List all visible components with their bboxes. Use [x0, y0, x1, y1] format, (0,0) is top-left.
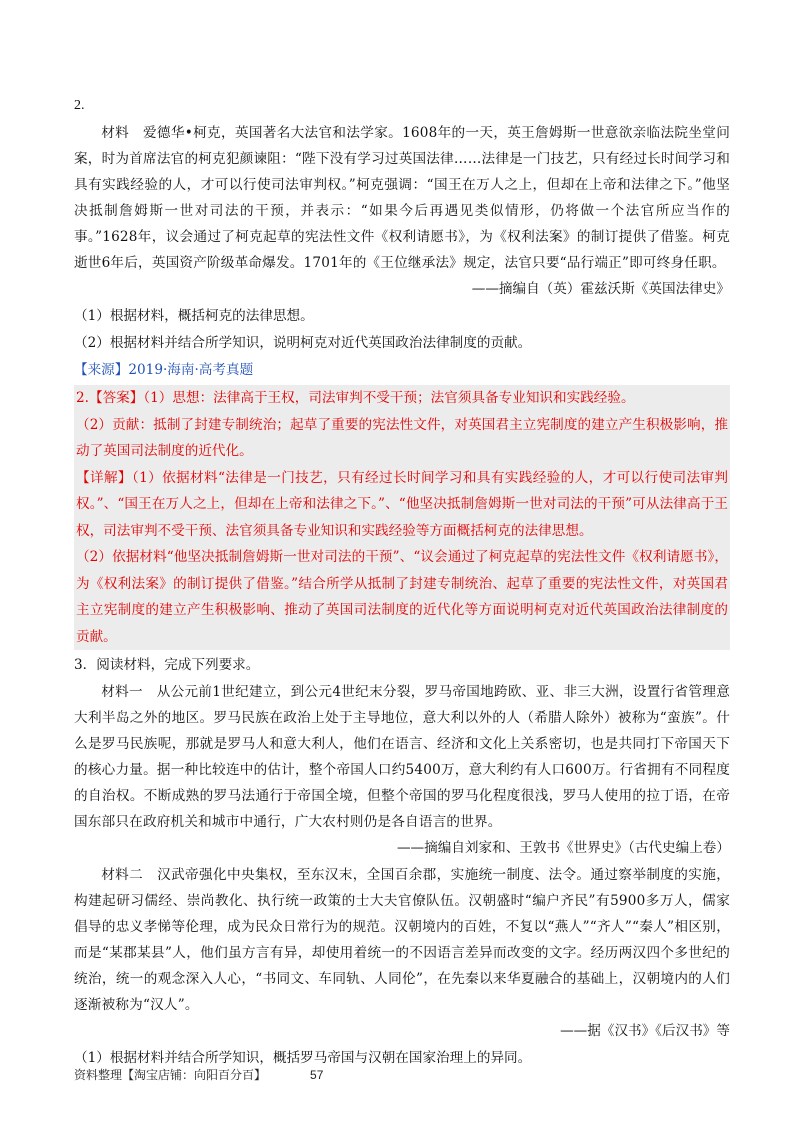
question-2-sub-1: （1）根据材料，概括柯克的法律思想。 — [74, 308, 314, 324]
explanation-line: 【详解】（1）依据材料“法律是一门技艺，只有经过长时间学习和具有实践经验的人，才可以行使司法审判权。”、“国王在万人之上，但却在上帝和法律之下。”、“他坚决抵制詹姆斯一世对司法的干预”可从法律高于王权，司法审判不受干预、法官须具备专业知识和实践经验等方面概括柯克的法律思想。 — [76, 469, 728, 539]
question-2-source-tag: 【来源】2019·海南·高考真题 — [74, 362, 254, 378]
question-2-sub-2: （2）根据材料并结合所学知识，说明柯克对近代英国政治法律制度的贡献。 — [74, 335, 532, 351]
answer-line: 2.【答案】（1）思想：法律高于王权，司法审判不受干预；法官须具备专业知识和实践经验。 — [76, 390, 635, 406]
question-2-material: 材料 爱德华•柯克，英国著名大法官和法学家。1608年的一天，英王詹姆斯一世意欲亲临法院坐堂问案，时为首席法官的柯克犯颜谏阻：“陛下没有学习过英国法律……法律是一门技艺，只有经过长时间学习和具有实践经验的人，才可以行使司法审判权。”柯克强调：“国王在万人之上，但却在上帝和法律之下。”他坚决抵制詹姆斯一世对司法的干预，并表示：“如果今后再遇见类似情形，仍将做一个法官所应当作的事。”1628年，议会通过了柯克起草的宪法性文件《权利请愿书》，为《权利法案》的制订提供了借鉴。柯克逝世6年后，英国资产阶级革命爆发。1701年的《王位继承法》规定，法官只要“品行端正”即可终身任职。 — [74, 125, 730, 271]
footer-label: 资料整理【淘宝店铺：向阳百分百】 — [74, 1068, 267, 1082]
explanation-line: （2）依据材料“他坚决抵制詹姆斯一世对司法的干预”、“议会通过了柯克起草的宪法性文件《权利请愿书》，为《权利法案》的制订提供了借鉴。”结合所学从抵制了封建专制统治、起草了重要的宪法性文件，对英国君主立宪制度的建立产生积极影响、推动了英国司法制度的近代化等方面说明柯克对近代英国政治法律制度的贡献。 — [76, 549, 728, 645]
question-3-material-2: 材料二 汉武帝强化中央集权，至东汉末，全国百余郡，实施统一制度、法令。通过察举制度的实施，构建起研习儒经、崇尚教化、执行统一政策的士大夫官僚队伍。汉朝盛时“编户齐民”有5900多万人，儒家倡导的忠义孝悌等伦理，成为民众日常行为的规范。汉朝境内的百姓，不复以“燕人”“齐人”“秦人”相区别，而是“某郡某县”人，他们虽方言有异，却使用着统一的不因语言差异而改变的文字。经历两汉四个多世纪的统治，统一的观念深入人心，“书同文、车同轨、人同伦”，在先秦以来华夏融合的基础上，汉朝境内的人们逐渐被称为“汉人”。 — [74, 867, 730, 1013]
answer-line: （2）贡献：抵制了封建专制统治；起草了重要的宪法性文件，对英国君主立宪制度的建立产生积极影响，推动了英国司法制度的近代化。 — [76, 416, 728, 459]
page-number: 57 — [310, 1068, 324, 1082]
page-content — [74, 94, 730, 1072]
question-3-sub-1: （1）根据材料并结合所学知识，概括罗马帝国与汉朝在国家治理上的异同。 — [74, 1050, 532, 1066]
question-3-intro: 3．阅读材料，完成下列要求。 — [74, 657, 260, 673]
page-footer — [74, 1066, 323, 1083]
question-2-source: ——摘编自（英）霍兹沃斯《英国法律史》 — [471, 281, 730, 297]
question-3-source-2: ——据《汉书》《后汉书》等 — [560, 1023, 730, 1039]
answer-block — [74, 385, 730, 650]
question-3-source-1: ——摘编自刘家和、王敦书《世界史》（古代史编上卷） — [396, 840, 730, 856]
question-2-number: 2. — [74, 98, 85, 113]
question-3-material-1: 材料一 从公元前1世纪建立，到公元4世纪末分裂，罗马帝国地跨欧、亚、非三大洲，设置行省管理意大利半岛之外的地区。罗马民族在政治上处于主导地位，意大利以外的人（希腊人除外）被称为“蛮族”。什么是罗马民族呢，那就是罗马人和意大利人，他们在语言、经济和文化上关系密切，也是共同打下帝国天下的核心力量。据一种比较连中的估计，整个帝国人口约5400万，意大利约有人口600万。行省拥有不同程度的自治权。不断成熟的罗马法通行于帝国全境，但整个帝国的罗马化程度很浅，罗马人使用的拉丁语，在帝国东部只在政府机关和城市中通行，广大农村则仍是各自语言的世界。 — [74, 684, 730, 830]
